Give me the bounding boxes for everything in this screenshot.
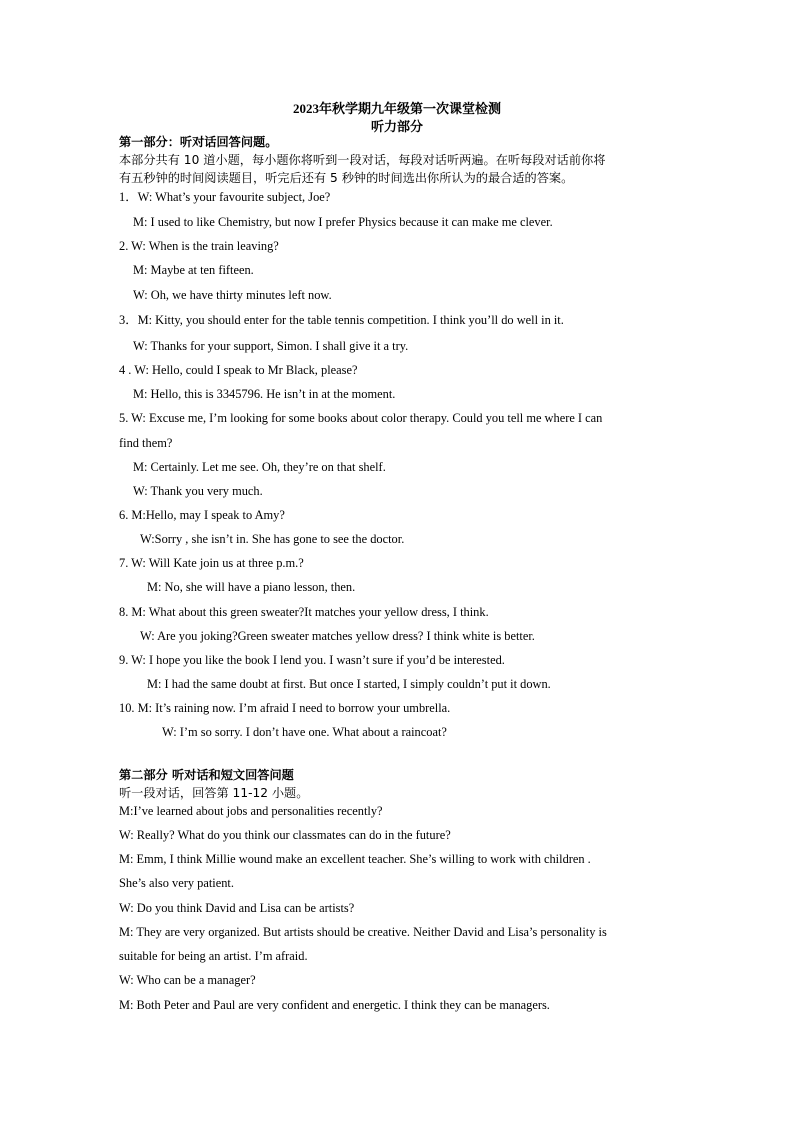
dialogue-line: She’s also very patient. [119, 876, 234, 890]
dialogue-line: 10. M: It’s raining now. I’m afraid I need to borrow your umbrella. [119, 701, 451, 715]
dialogue-line: M: Emm, I think Millie wound make an excellent teacher. She’s willing to work with children . [119, 852, 591, 866]
dialogue-line: M: I had the same doubt at first. But once I started, I simply couldn’t put it down. [147, 677, 551, 691]
dialogue-line: find them? [119, 436, 173, 450]
dialogue-line: suitable for being an artist. I’m afraid. [119, 949, 308, 963]
dialogue-line: M: No, she will have a piano lesson, then. [147, 580, 356, 594]
dialogue-line: W: Thank you very much. [133, 484, 263, 498]
dialogue-line: 3．M: Kitty, you should enter for the table tennis competition. I think you’ll do well in it. [119, 313, 564, 327]
part2-heading: 第二部分 听对话和短文回答问题 [119, 768, 294, 782]
part1-heading: 第一部分：听对话回答问题。 [119, 135, 278, 149]
dialogue-line: 7. W: Will Kate join us at three p.m.? [119, 556, 304, 570]
dialogue-line: M: Certainly. Let me see. Oh, they’re on that shelf. [133, 460, 386, 474]
dialogue-line: M: Both Peter and Paul are very confident and energetic. I think they can be managers. [119, 998, 550, 1012]
dialogue-line: W: Thanks for your support, Simon. I shall give it a try. [133, 339, 409, 353]
document-subtitle: 听力部分 [370, 119, 423, 134]
dialogue-line: W: Really? What do you think our classmates can do in the future? [119, 828, 451, 842]
dialogue-line: 1．W: What’s your favourite subject, Joe? [119, 190, 331, 204]
dialogue-line: W: Do you think David and Lisa can be artists? [119, 901, 355, 915]
dialogue-line: M: They are very organized. But artists should be creative. Neither David and Lisa’s personality is [119, 925, 607, 939]
dialogue-line: W: I’m so sorry. I don’t have one. What about a raincoat? [162, 725, 447, 739]
part1-intro-line: 本部分共有 10 道小题，每小题你将听到一段对话，每段对话听两遍。在听每段对话前你将 [119, 153, 606, 167]
dialogue-line: W:Sorry , she isn’t in. She has gone to see the doctor. [140, 532, 405, 546]
dialogue-line: M: Hello, this is 3345796. He isn’t in at the moment. [133, 387, 396, 401]
dialogue-line: M: Maybe at ten fifteen. [133, 263, 254, 277]
dialogue-line: 8. M: What about this green sweater?It matches your yellow dress, I think. [119, 605, 489, 619]
dialogue-line: M:I’ve learned about jobs and personalities recently? [119, 804, 383, 818]
dialogue-line: 9. W: I hope you like the book I lend you. I wasn’t sure if you’d be interested. [119, 653, 505, 667]
dialogue-line: W: Who can be a manager? [119, 973, 256, 987]
part2-intro: 听一段对话，回答第 11-12 小题。 [119, 786, 309, 800]
dialogue-line: 5. W: Excuse me, I’m looking for some books about color therapy. Could you tell me where I can [119, 411, 603, 425]
part1-intro-line: 有五秒钟的时间阅读题目，听完后还有 5 秒钟的时间选出你所认为的最合适的答案。 [119, 171, 574, 185]
dialogue-line: 4 . W: Hello, could I speak to Mr Black, please? [119, 363, 358, 377]
dialogue-line: W: Oh, we have thirty minutes left now. [133, 288, 332, 302]
dialogue-line: M: I used to like Chemistry, but now I prefer Physics because it can make me clever. [133, 215, 553, 229]
dialogue-line: W: Are you joking?Green sweater matches yellow dress? I think white is better. [140, 629, 535, 643]
dialogue-line: 2. W: When is the train leaving? [119, 239, 279, 253]
document-title: 2023年秋学期九年级第一次课堂检测 [292, 101, 501, 116]
dialogue-line: 6. M:Hello, may I speak to Amy? [119, 508, 285, 522]
